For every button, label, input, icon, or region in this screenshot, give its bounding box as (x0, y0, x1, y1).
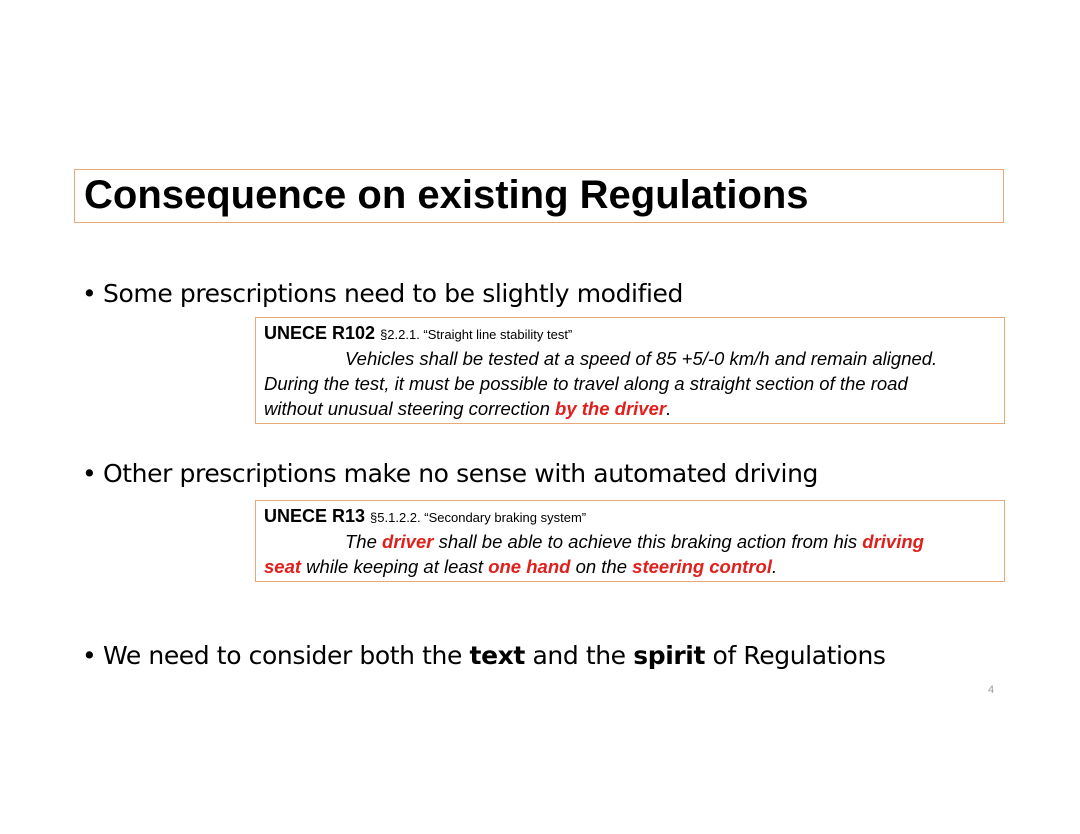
slide-title-box (74, 169, 1004, 223)
quote-header (264, 505, 996, 529)
quote-text: on the (570, 556, 633, 577)
bold-text: spirit (633, 641, 706, 670)
quote-line (264, 554, 996, 579)
quote-line (264, 529, 996, 554)
regulation-reference: §2.2.1. “Straight line stability test” (380, 327, 573, 342)
bullet-dot: • (82, 641, 97, 670)
bullet-text: of Regulations (705, 641, 886, 670)
regulation-name: UNECE R102 (264, 323, 376, 343)
quote-text: shall be able to achieve this braking action from his (433, 531, 863, 552)
quote-line (264, 396, 996, 421)
quote-text: . (771, 556, 778, 577)
highlighted-text: driver (382, 531, 434, 552)
highlighted-text: driving (862, 531, 924, 552)
bullet-dot: • (82, 279, 97, 308)
highlighted-text: seat (264, 556, 302, 577)
highlighted-text: steering control (632, 556, 772, 577)
bullet-item-modified (82, 279, 683, 309)
quote-text: The (345, 531, 383, 552)
bullet-dot: • (82, 459, 97, 488)
quote-text: . (666, 398, 672, 419)
quote-text: while keeping at least (301, 556, 489, 577)
regulation-name: UNECE R13 (264, 506, 366, 526)
bullet-item-text-spirit (82, 641, 886, 671)
bullet-text: We need to consider both the (103, 641, 470, 670)
bullet-item-no-sense (82, 459, 818, 489)
quote-box-r13 (255, 500, 1005, 582)
quote-line: During the test, it must be possible to travel along a straight section of the road (264, 373, 908, 394)
quote-line: Vehicles shall be tested at a speed of 85 +5/-0 km/h and remain aligned. (345, 348, 938, 369)
quote-text: without unusual steering correction (264, 398, 556, 419)
highlighted-text: by the driver (555, 398, 667, 419)
bold-text: text (469, 641, 525, 670)
quote-box-r102 (255, 317, 1005, 424)
page-number: 4 (988, 684, 995, 696)
bullet-text: Other prescriptions make no sense with automated driving (103, 459, 818, 488)
bullet-text: and the (524, 641, 634, 670)
regulation-reference: §5.1.2.2. “Secondary braking system” (370, 510, 587, 525)
highlighted-text: one hand (488, 556, 571, 577)
bullet-text: Some prescriptions need to be slightly modified (103, 279, 683, 308)
slide-title: Consequence on existing Regulations (84, 173, 809, 217)
quote-header (264, 322, 996, 346)
